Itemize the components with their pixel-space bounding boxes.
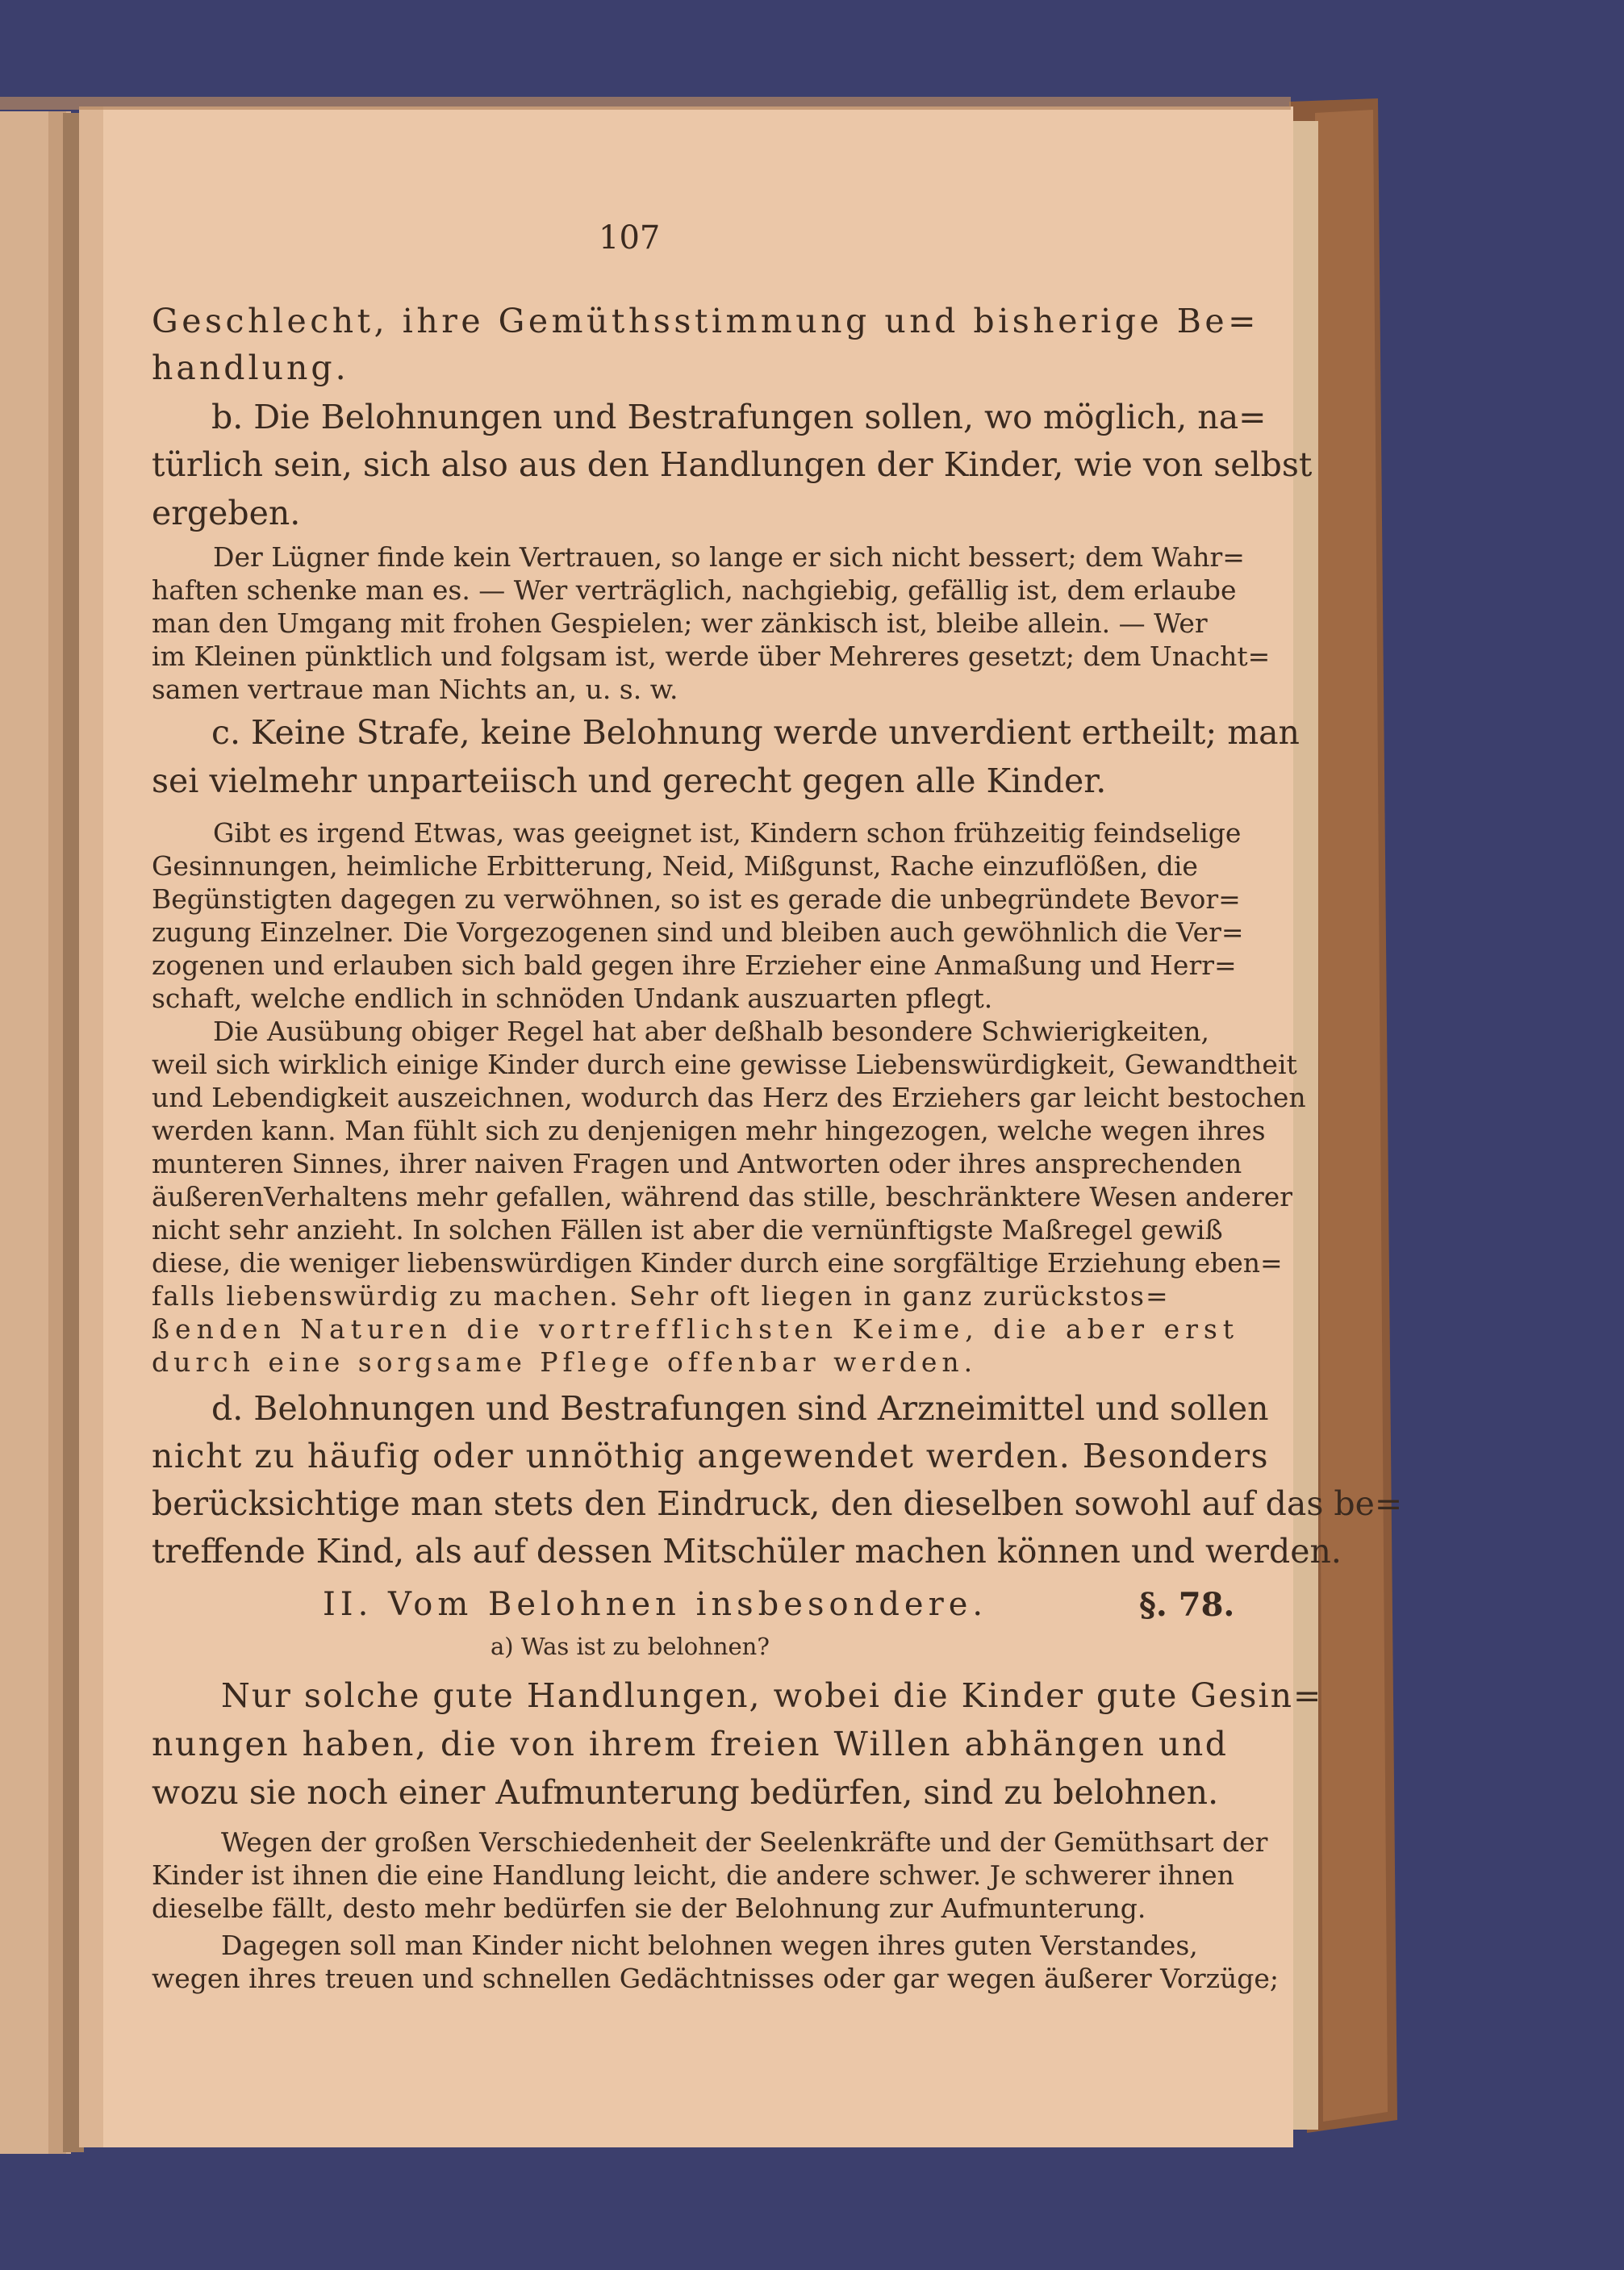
text-line: wozu sie noch einer Aufmunterung bedürfen, sind zu belohnen.	[152, 1773, 1219, 1812]
page-number: 107	[599, 219, 661, 257]
text-line: dieselbe fällt, desto mehr bedürfen sie der Belohnung zur Aufmunterung.	[152, 1892, 1146, 1924]
text-line: munteren Sinnes, ihrer naiven Fragen und Antworten oder ihres ansprechenden	[152, 1148, 1242, 1179]
text-line: werden kann. Man fühlt sich zu denjenigen mehr hingezogen, welche wegen ihres	[152, 1115, 1266, 1146]
text-line: Begünstigten dagegen zu verwöhnen, so ist es gerade die unbegründete Bevor=	[152, 883, 1241, 915]
text-line: haften schenke man es. — Wer verträglich, nachgiebig, gefällig ist, dem erlaube	[152, 574, 1237, 606]
text-line: durch eine sorgsame Pflege offenbar werden.	[152, 1346, 978, 1378]
text-line: Dagegen soll man Kinder nicht belohnen wegen ihres guten Verstandes,	[221, 1930, 1198, 1961]
text-line: zogenen und erlauben sich bald gegen ihre Erzieher eine Anmaßung und Herr=	[152, 949, 1237, 981]
section-heading: II. Vom Belohnen insbesondere.	[323, 1586, 988, 1623]
text-line: nicht sehr anzieht. In solchen Fällen ist aber die vernünftigste Maßregel gewiß	[152, 1214, 1223, 1246]
text-line: man den Umgang mit frohen Gespielen; wer zänkisch ist, bleibe allein. — Wer	[152, 607, 1208, 639]
text-line: schaft, welche endlich in schnöden Undank auszuarten pflegt.	[152, 983, 993, 1014]
text-line: äußerenVerhaltens mehr gefallen, während das stille, beschränktere Wesen anderer	[152, 1181, 1293, 1212]
section-number: §. 78.	[1139, 1586, 1235, 1624]
text-line: b. Die Belohnungen und Bestrafungen sollen, wo möglich, na=	[211, 398, 1267, 436]
text-line: im Kleinen pünktlich und folgsam ist, werde über Mehreres gesetzt; dem Unacht=	[152, 641, 1271, 672]
text-line: weil sich wirklich einige Kinder durch eine gewisse Liebenswürdigkeit, Gewandtheit	[152, 1049, 1297, 1080]
text-line: Der Lügner finde kein Vertrauen, so lange er sich nicht bessert; dem Wahr=	[213, 541, 1245, 573]
text-line: nungen haben, die von ihrem freien Willen abhängen und	[152, 1725, 1229, 1763]
text-line: Gesinnungen, heimliche Erbitterung, Neid, Mißgunst, Rache einzuflößen, die	[152, 850, 1198, 882]
text-line: Geschlecht, ihre Gemüthsstimmung und bisherige Be=	[152, 302, 1259, 340]
text-line: treffende Kind, als auf dessen Mitschüler machen können und werden.	[152, 1532, 1342, 1571]
text-line: falls liebenswürdig zu machen. Sehr oft liegen in ganz zurückstos=	[152, 1280, 1170, 1312]
subheading: a) Was ist zu belohnen?	[491, 1633, 770, 1660]
text-line: sei vielmehr unparteiisch und gerecht gegen alle Kinder.	[152, 762, 1107, 800]
text-line: Nur solche gute Handlungen, wobei die Kinder gute Gesin=	[221, 1676, 1323, 1715]
text-line: Wegen der großen Verschiedenheit der Seelenkräfte und der Gemüthsart der	[221, 1826, 1268, 1858]
text-line: Die Ausübung obiger Regel hat aber deßhalb besondere Schwierigkeiten,	[213, 1016, 1210, 1047]
text-line: zugung Einzelner. Die Vorgezogenen sind und bleiben auch gewöhnlich die Ver=	[152, 916, 1244, 948]
text-line: wegen ihres treuen und schnellen Gedächtnisses oder gar wegen äußerer Vorzüge;	[152, 1963, 1280, 1994]
text-line: d. Belohnungen und Bestrafungen sind Arzneimittel und sollen	[211, 1389, 1269, 1428]
text-line: diese, die weniger liebenswürdigen Kinder durch eine sorgfältige Erziehung eben=	[152, 1247, 1283, 1279]
text-line: und Lebendigkeit auszeichnen, wodurch das Herz des Erziehers gar leicht bestochen	[152, 1082, 1306, 1113]
text-line: berücksichtige man stets den Eindruck, den dieselben sowohl auf das be=	[152, 1484, 1403, 1523]
text-line: Kinder ist ihnen die eine Handlung leicht, die andere schwer. Je schwerer ihnen	[152, 1859, 1234, 1891]
text-line: c. Keine Strafe, keine Belohnung werde unverdient ertheilt; man	[211, 713, 1300, 752]
text-line: handlung.	[152, 348, 349, 387]
text-line: ergeben.	[152, 494, 301, 532]
text-line: ßenden Naturen die vortrefflichsten Keime, die aber erst	[152, 1313, 1240, 1345]
text-line: nicht zu häufig oder unnöthig angewendet werden. Besonders	[152, 1437, 1270, 1475]
text-line: türlich sein, sich also aus den Handlungen der Kinder, wie von selbst	[152, 445, 1313, 484]
text-line: Gibt es irgend Etwas, was geeignet ist, Kindern schon frühzeitig feindselige	[213, 817, 1242, 849]
text-line: samen vertraue man Nichts an, u. s. w.	[152, 674, 678, 705]
